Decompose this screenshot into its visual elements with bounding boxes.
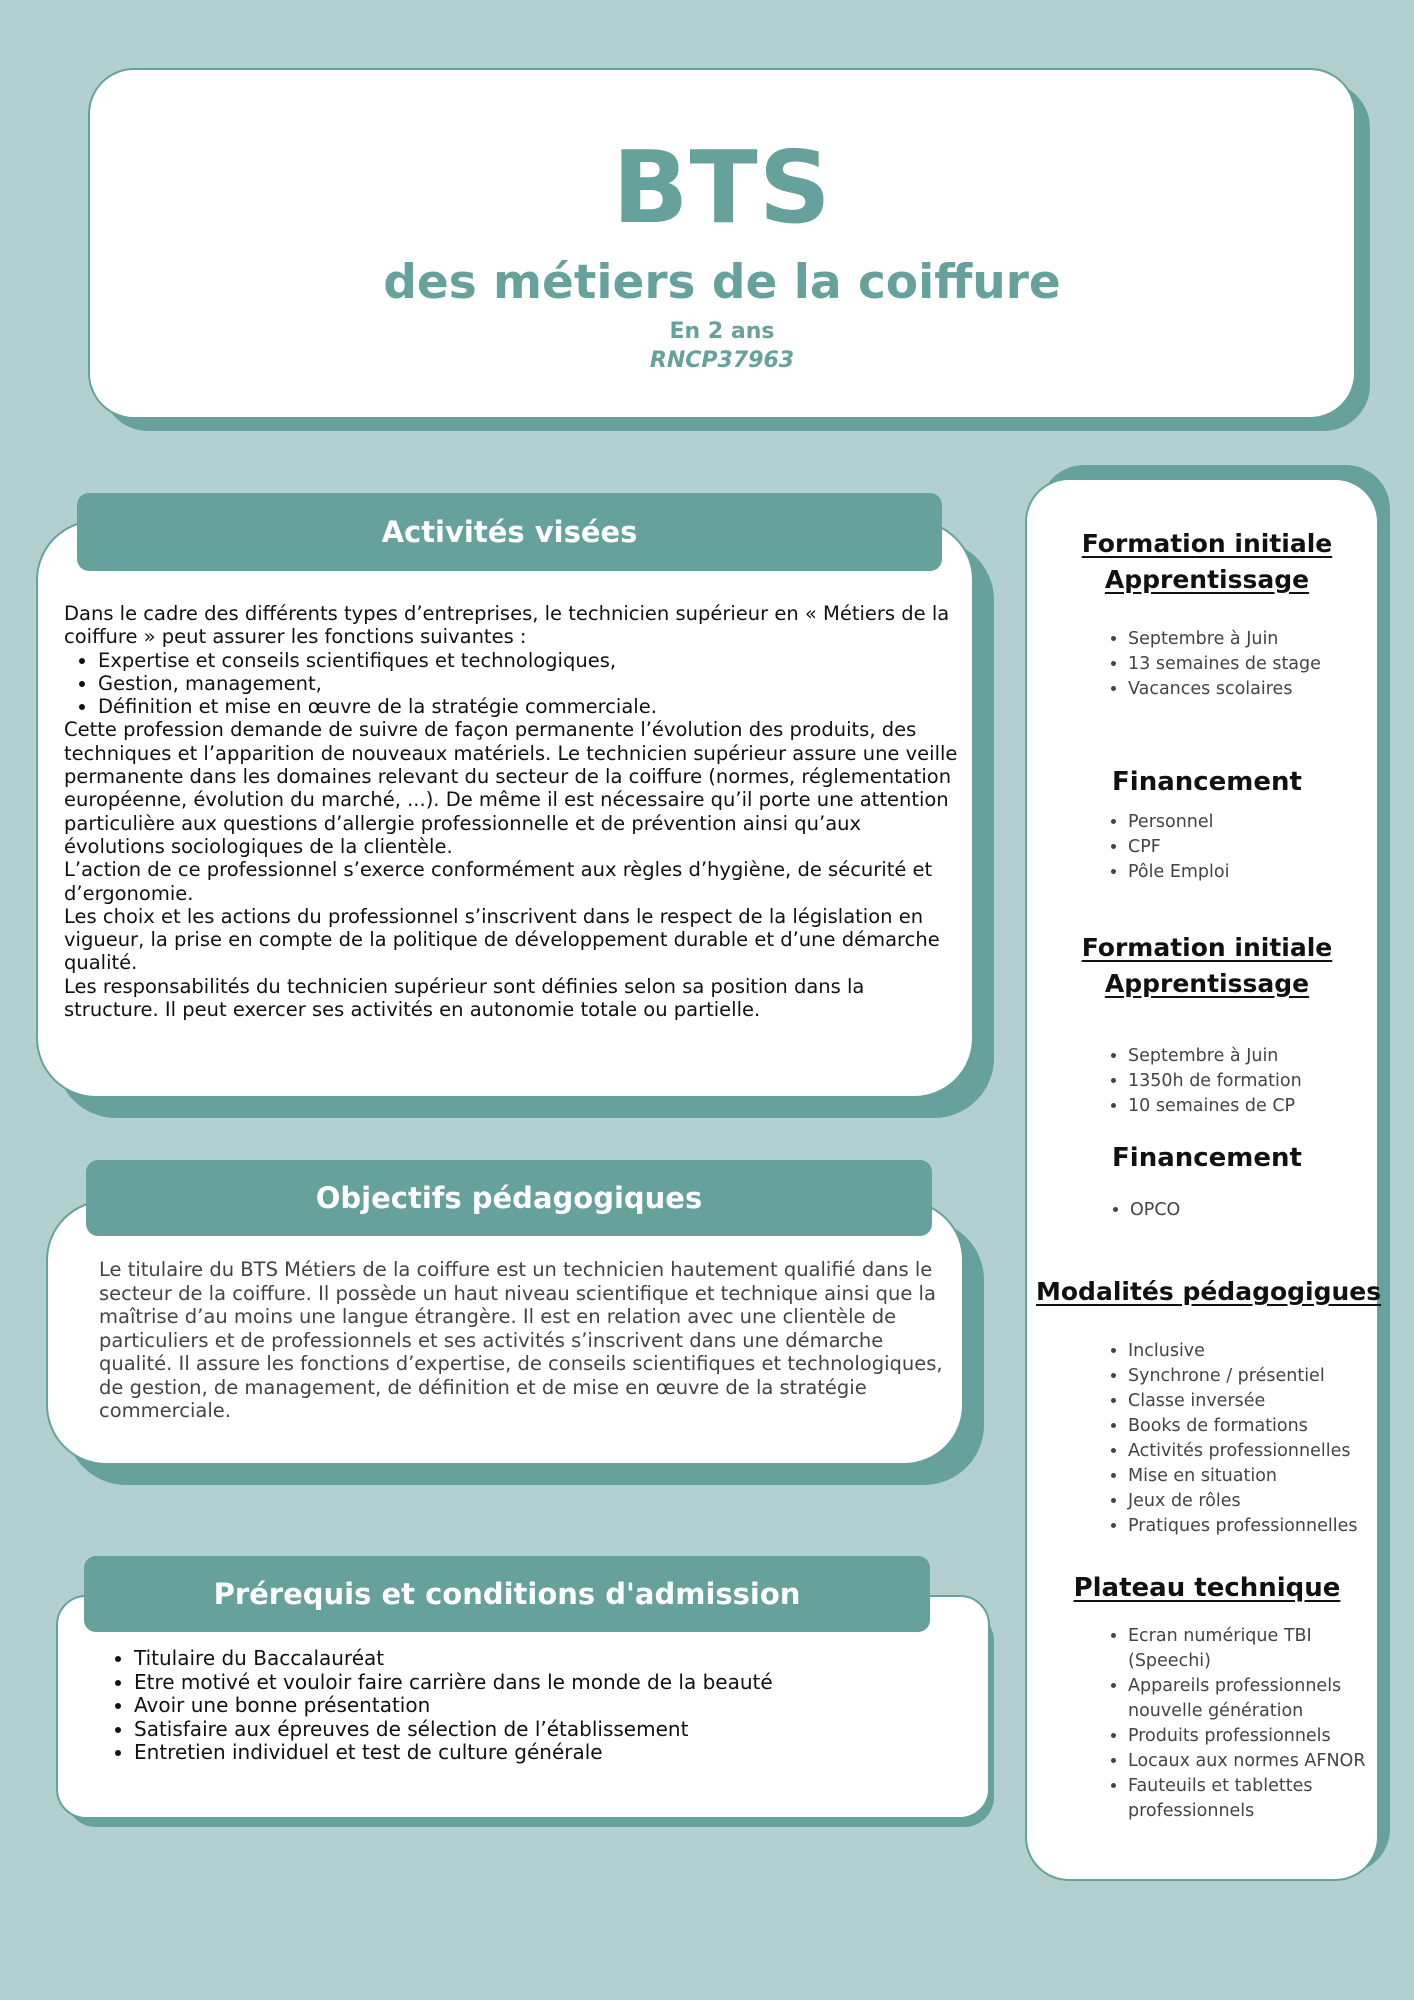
list-item: • Ecran numérique TBI (Speechi) (1128, 1624, 1378, 1674)
modalites-heading: Modalités pédagogigues (1036, 1277, 1382, 1306)
list-item: • Inclusive (1128, 1339, 1357, 1364)
list-item: • Entretien individuel et test de culture générale (134, 1741, 773, 1765)
financement-heading: Financement (1112, 1143, 1302, 1173)
page-subtitle: des métiers de la coiffure (383, 255, 1061, 310)
list-item: • Pôle Emploi (1128, 860, 1229, 885)
list-item: • Septembre à Juin (1128, 627, 1321, 652)
page-title: BTS (612, 129, 832, 246)
list-item: • Classe inversée (1128, 1389, 1357, 1414)
list-item: • Produits professionnels (1128, 1724, 1378, 1749)
list-item: • 1350h de formation (1128, 1069, 1302, 1094)
list-item: • Synchrone / présentiel (1128, 1364, 1357, 1389)
list-item: • Fauteuils et tablettes professionnels (1128, 1774, 1378, 1824)
list-item: • Avoir une bonne présentation (134, 1694, 773, 1718)
activites-intro: Dans le cadre des différents types d’entreprises, le technicien supérieur en « Métiers de la coiffure » peut assurer les fonctions suivantes : (64, 602, 950, 649)
financement-heading: Financement (1112, 767, 1302, 797)
formation-initiale-heading: Formation initiale Apprentissage (1081, 529, 1333, 594)
list-item: • Titulaire du Baccalauréat (134, 1647, 773, 1671)
rncp-code: RNCP37963 (649, 348, 795, 374)
list-item: • Gestion, management, (98, 672, 964, 695)
financement-list (1102, 1198, 1180, 1223)
objectifs-body: Le titulaire du BTS Métiers de la coiffure est un technicien hautement qualifié dans le secteur de la coiffure. Il possède un haut niveau scientifique et technique ainsi que la maîtrise d’au moins une langue étrangère. Il est en relation avec une clientèle de particuliers et de professionnels et ses activités s’inscrivent dans une démarche qualité. Il assure les fonctions d’expertise, de conseils scientifiques et technologiques, de gestion, de management, de définition et de mise en œuvre de la stratégie commerciale. (99, 1258, 943, 1422)
header-card (88, 68, 1356, 419)
activites-body (64, 602, 964, 1021)
list-item: • Jeux de rôles (1128, 1489, 1357, 1514)
objectifs-heading: Objectifs pédagogiques (86, 1160, 932, 1236)
prerequis-list (98, 1647, 773, 1765)
list-item: • Etre motivé et vouloir faire carrière dans le monde de la beauté (134, 1671, 773, 1695)
financement-list (1100, 810, 1229, 885)
prerequis-heading: Prérequis et conditions d'admission (84, 1556, 930, 1632)
list-item: • Activités professionnelles (1128, 1439, 1357, 1464)
activites-paragraph: Cette profession demande de suivre de façon permanente l’évolution des produits, des techniques et l’apparition de nouveaux matériels. Le technicien supérieur assure une veille permanente dans les domaines relevant du secteur de la coiffure (normes, réglementation européenne, évolution du marché, ...). De même il est nécessaire qu’il porte une attention particulière aux questions d’allergie professionnelle et de prévention ainsi qu’aux évolutions sociologiques de la clientèle. (64, 718, 958, 858)
activites-paragraph: Les responsabilités du technicien supérieur sont définies selon sa position dans la structure. Il peut exercer ses activités en autonomie totale ou partielle. (64, 974, 865, 1022)
activites-paragraph: Les choix et les actions du professionnel s’inscrivent dans le respect de la législation en vigueur, la prise en compte de la politique de développement durable et d’une démarche qualité. (64, 904, 940, 975)
list-item: • 13 semaines de stage (1128, 652, 1321, 677)
list-item: • Locaux aux normes AFNOR (1128, 1749, 1378, 1774)
list-item: • Mise en situation (1128, 1464, 1357, 1489)
list-item: • OPCO (1130, 1198, 1180, 1223)
list-item: • Appareils professionnels nouvelle génération (1128, 1674, 1378, 1724)
list-item: • Vacances scolaires (1128, 677, 1321, 702)
plateau-technique-list (1100, 1624, 1378, 1824)
formation-initiale-list (1100, 627, 1321, 702)
duration-label: En 2 ans (669, 319, 775, 345)
plateau-technique-heading: Plateau technique (1073, 1573, 1341, 1603)
list-item: • Expertise et conseils scientifiques et technologiques, (98, 649, 964, 672)
list-item: • Définition et mise en œuvre de la stratégie commerciale. (98, 695, 964, 718)
list-item: • 10 semaines de CP (1128, 1094, 1302, 1119)
activites-paragraph: L’action de ce professionnel s’exerce conformément aux règles d’hygiène, de sécurité et d’ergonomie. (64, 858, 933, 905)
list-item: • Pratiques professionnelles (1128, 1514, 1357, 1539)
list-item: • CPF (1128, 835, 1229, 860)
list-item: • Personnel (1128, 810, 1229, 835)
modalites-list (1100, 1339, 1357, 1539)
list-item: • Septembre à Juin (1128, 1044, 1302, 1069)
list-item: • Books de formations (1128, 1414, 1357, 1439)
activites-list (64, 649, 964, 719)
list-item: • Satisfaire aux épreuves de sélection de l’établissement (134, 1718, 773, 1742)
formation-initiale-list (1100, 1044, 1302, 1119)
activites-heading: Activités visées (77, 493, 942, 571)
formation-initiale-heading: Formation initiale Apprentissage (1081, 933, 1333, 998)
